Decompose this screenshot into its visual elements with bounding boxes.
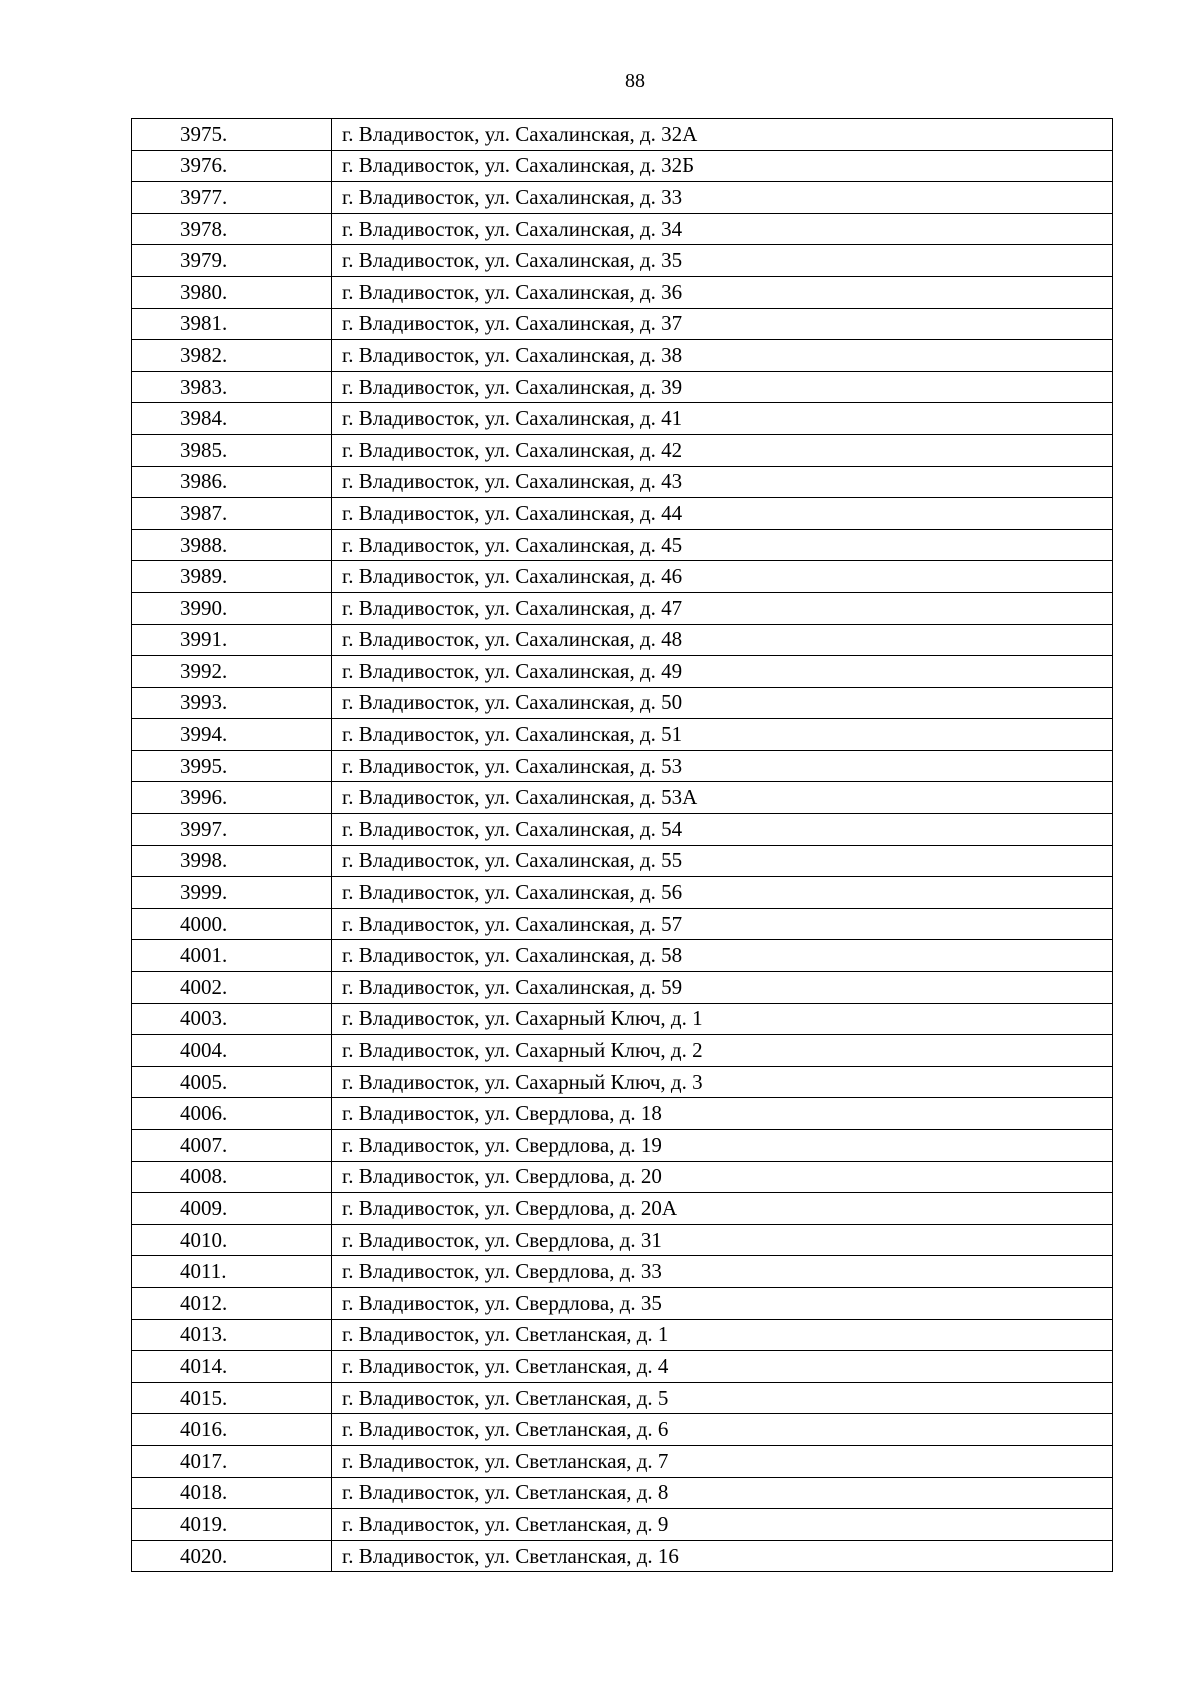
table-row [132,908,1113,940]
address-cell: г. Владивосток, ул. Сахалинская, д. 37 [332,308,1113,340]
row-number-cell: 3990. [132,592,332,624]
table-row [132,1193,1113,1225]
address-cell: г. Владивосток, ул. Сахалинская, д. 32Б [332,150,1113,182]
row-number-cell: 3980. [132,276,332,308]
table-row [132,1035,1113,1067]
table-row [132,119,1113,151]
row-number-cell: 3996. [132,782,332,814]
table-row [132,592,1113,624]
table-row [132,466,1113,498]
row-number-cell: 4015. [132,1382,332,1414]
address-cell: г. Владивосток, ул. Сахалинская, д. 48 [332,624,1113,656]
row-number-cell: 3977. [132,182,332,214]
row-number-cell: 4000. [132,908,332,940]
table-row [132,1066,1113,1098]
table-row [132,182,1113,214]
row-number-cell: 3995. [132,750,332,782]
table-row [132,656,1113,688]
address-cell: г. Владивосток, ул. Сахалинская, д. 42 [332,434,1113,466]
row-number-cell: 3998. [132,845,332,877]
row-number-cell: 3994. [132,719,332,751]
address-cell: г. Владивосток, ул. Сахалинская, д. 45 [332,529,1113,561]
table-row [132,1414,1113,1446]
row-number-cell: 3981. [132,308,332,340]
address-cell: г. Владивосток, ул. Сахалинская, д. 43 [332,466,1113,498]
row-number-cell: 3988. [132,529,332,561]
row-number-cell: 4002. [132,972,332,1004]
table-row [132,1130,1113,1162]
address-cell: г. Владивосток, ул. Сахалинская, д. 39 [332,371,1113,403]
row-number-cell: 4013. [132,1319,332,1351]
row-number-cell: 3978. [132,213,332,245]
row-number-cell: 4020. [132,1540,332,1572]
table-row [132,371,1113,403]
address-cell: г. Владивосток, ул. Светланская, д. 6 [332,1414,1113,1446]
table-row [132,624,1113,656]
address-cell: г. Владивосток, ул. Светланская, д. 7 [332,1445,1113,1477]
table-row [132,150,1113,182]
address-cell: г. Владивосток, ул. Сахалинская, д. 36 [332,276,1113,308]
address-cell: г. Владивосток, ул. Свердлова, д. 18 [332,1098,1113,1130]
table-row [132,1477,1113,1509]
table-row [132,1256,1113,1288]
row-number-cell: 3982. [132,340,332,372]
table-row [132,1224,1113,1256]
table-row [132,1382,1113,1414]
address-cell: г. Владивосток, ул. Сахалинская, д. 44 [332,498,1113,530]
table-row [132,1445,1113,1477]
row-number-cell: 3989. [132,561,332,593]
table-row [132,940,1113,972]
row-number-cell: 3993. [132,687,332,719]
address-cell: г. Владивосток, ул. Сахалинская, д. 47 [332,592,1113,624]
row-number-cell: 4017. [132,1445,332,1477]
table-row [132,1161,1113,1193]
row-number-cell: 4005. [132,1066,332,1098]
address-cell: г. Владивосток, ул. Сахалинская, д. 33 [332,182,1113,214]
row-number-cell: 3983. [132,371,332,403]
row-number-cell: 3979. [132,245,332,277]
address-cell: г. Владивосток, ул. Сахалинская, д. 46 [332,561,1113,593]
address-cell: г. Владивосток, ул. Светланская, д. 5 [332,1382,1113,1414]
row-number-cell: 3999. [132,877,332,909]
table-row [132,1003,1113,1035]
address-cell: г. Владивосток, ул. Сахалинская, д. 54 [332,814,1113,846]
address-cell: г. Владивосток, ул. Свердлова, д. 20А [332,1193,1113,1225]
address-cell: г. Владивосток, ул. Сахалинская, д. 53А [332,782,1113,814]
table-row [132,308,1113,340]
address-cell: г. Владивосток, ул. Светланская, д. 4 [332,1351,1113,1383]
address-cell: г. Владивосток, ул. Сахалинская, д. 35 [332,245,1113,277]
address-cell: г. Владивосток, ул. Свердлова, д. 33 [332,1256,1113,1288]
table-row [132,877,1113,909]
row-number-cell: 4007. [132,1130,332,1162]
row-number-cell: 3976. [132,150,332,182]
row-number-cell: 4003. [132,1003,332,1035]
page-number: 88 [625,70,645,92]
table-row [132,276,1113,308]
table-row [132,972,1113,1004]
address-cell: г. Владивосток, ул. Сахалинская, д. 58 [332,940,1113,972]
row-number-cell: 4009. [132,1193,332,1225]
row-number-cell: 4008. [132,1161,332,1193]
table-row [132,750,1113,782]
table-row [132,1287,1113,1319]
table-row [132,782,1113,814]
address-table-body [132,119,1113,1572]
address-cell: г. Владивосток, ул. Сахалинская, д. 41 [332,403,1113,435]
address-cell: г. Владивосток, ул. Свердлова, д. 31 [332,1224,1113,1256]
address-cell: г. Владивосток, ул. Сахалинская, д. 49 [332,656,1113,688]
address-cell: г. Владивосток, ул. Светланская, д. 9 [332,1509,1113,1541]
address-cell: г. Владивосток, ул. Сахарный Ключ, д. 1 [332,1003,1113,1035]
address-cell: г. Владивосток, ул. Светланская, д. 8 [332,1477,1113,1509]
address-cell: г. Владивосток, ул. Сахалинская, д. 50 [332,687,1113,719]
table-row [132,498,1113,530]
row-number-cell: 4019. [132,1509,332,1541]
row-number-cell: 4006. [132,1098,332,1130]
row-number-cell: 3975. [132,119,332,151]
table-row [132,561,1113,593]
table-row [132,687,1113,719]
row-number-cell: 4014. [132,1351,332,1383]
address-cell: г. Владивосток, ул. Светланская, д. 1 [332,1319,1113,1351]
row-number-cell: 4016. [132,1414,332,1446]
table-row [132,1509,1113,1541]
address-cell: г. Владивосток, ул. Сахалинская, д. 38 [332,340,1113,372]
row-number-cell: 4001. [132,940,332,972]
address-table [131,118,1113,1572]
row-number-cell: 4011. [132,1256,332,1288]
table-row [132,1098,1113,1130]
row-number-cell: 3984. [132,403,332,435]
table-row [132,245,1113,277]
address-cell: г. Владивосток, ул. Свердлова, д. 20 [332,1161,1113,1193]
row-number-cell: 3992. [132,656,332,688]
row-number-cell: 4010. [132,1224,332,1256]
row-number-cell: 3987. [132,498,332,530]
table-row [132,529,1113,561]
table-row [132,340,1113,372]
address-cell: г. Владивосток, ул. Свердлова, д. 35 [332,1287,1113,1319]
address-cell: г. Владивосток, ул. Сахалинская, д. 34 [332,213,1113,245]
table-row [132,719,1113,751]
row-number-cell: 3991. [132,624,332,656]
address-cell: г. Владивосток, ул. Сахарный Ключ, д. 2 [332,1035,1113,1067]
table-row [132,845,1113,877]
address-cell: г. Владивосток, ул. Сахалинская, д. 32А [332,119,1113,151]
address-cell: г. Владивосток, ул. Сахалинская, д. 53 [332,750,1113,782]
address-cell: г. Владивосток, ул. Светланская, д. 16 [332,1540,1113,1572]
table-row [132,434,1113,466]
row-number-cell: 3985. [132,434,332,466]
table-row [132,814,1113,846]
row-number-cell: 4004. [132,1035,332,1067]
address-cell: г. Владивосток, ул. Сахалинская, д. 57 [332,908,1113,940]
row-number-cell: 4018. [132,1477,332,1509]
address-cell: г. Владивосток, ул. Сахалинская, д. 56 [332,877,1113,909]
row-number-cell: 3997. [132,814,332,846]
table-row [132,403,1113,435]
row-number-cell: 3986. [132,466,332,498]
address-cell: г. Владивосток, ул. Сахалинская, д. 59 [332,972,1113,1004]
table-row [132,1319,1113,1351]
table-row [132,213,1113,245]
table-row [132,1351,1113,1383]
address-cell: г. Владивосток, ул. Сахалинская, д. 55 [332,845,1113,877]
address-cell: г. Владивосток, ул. Свердлова, д. 19 [332,1130,1113,1162]
address-cell: г. Владивосток, ул. Сахалинская, д. 51 [332,719,1113,751]
row-number-cell: 4012. [132,1287,332,1319]
address-cell: г. Владивосток, ул. Сахарный Ключ, д. 3 [332,1066,1113,1098]
table-row [132,1540,1113,1572]
